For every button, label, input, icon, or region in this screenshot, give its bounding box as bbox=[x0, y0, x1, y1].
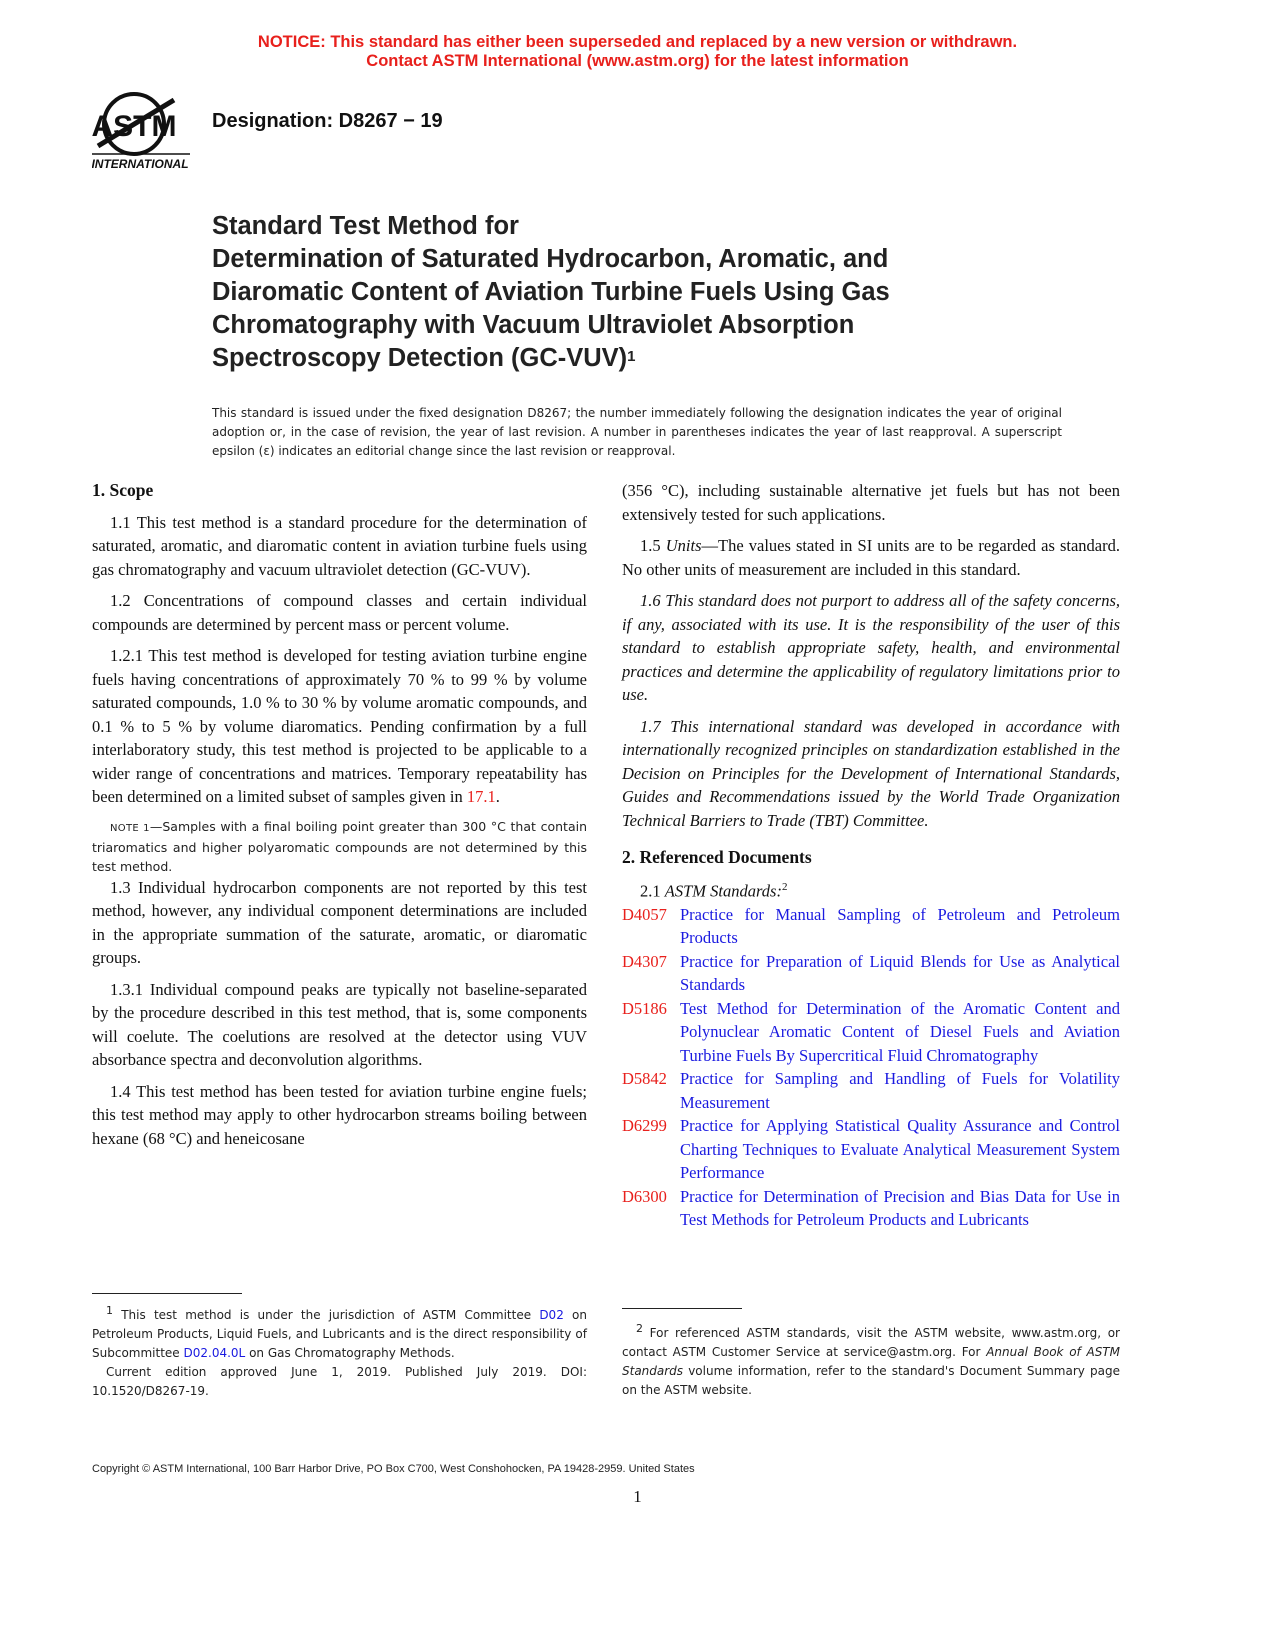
title-line-5: Spectroscopy Detection (GC-VUV) bbox=[212, 344, 628, 372]
logo-subtext: INTERNATIONAL bbox=[92, 157, 189, 171]
footnote-1-edition: Current edition approved June 1, 2019. Published July 2019. DOI: 10.1520/D8267-19. bbox=[92, 1365, 587, 1398]
reference-item[interactable] bbox=[622, 1114, 1120, 1185]
reference-item[interactable] bbox=[622, 997, 1120, 1068]
note-1 bbox=[92, 817, 587, 876]
issuance-statement: This standard is issued under the fixed designation D8267; the number immediately following the designation indicates the year of original adoption or, in the case of revision, the year of last revision. A number in parentheses indicates the year of last reapproval. A superscript epsilon (ε) indicates an editorial change since the last revision or reapproval. bbox=[212, 406, 1062, 458]
para-2-1: 2.1 ASTM Standards:$^2$ bbox=[640, 880, 788, 900]
title-line-3: Diaromatic Content of Aviation Turbine Fuels Using Gas bbox=[212, 278, 890, 306]
section-17-1-link[interactable]: 17.1 bbox=[466, 787, 496, 806]
para-1-4: 1.4 This test method has been tested for aviation turbine engine fuels; this test method may apply to other hydrocarbon streams boiling between hexane (68 °C) and heneicosane bbox=[92, 1081, 587, 1148]
title-line-2: Determination of Saturated Hydrocarbon, Aromatic, and bbox=[212, 245, 889, 273]
reference-code: D5842 bbox=[622, 1069, 667, 1088]
para-1-2: 1.2 Concentrations of compound classes and certain individual compounds are determined by percent mass or percent volume. bbox=[92, 591, 587, 634]
note-label: NOTE 1 bbox=[110, 822, 150, 834]
title-footnote-mark: 1 bbox=[627, 348, 636, 365]
para-1-2-1: 1.2.1 This test method is developed for testing aviation turbine engine fuels having concentrations of approximately 70 % to 99 % by volume saturated compounds, 1.0 % to 30 % by volume aromatic compounds, and 0.1 % to 5 % by volume diaromatics. Pending confirmation by a full interlaboratory study, this test method is projected to be applicable to a wider range of concentrations and matrices. Temporary repeatability has been determined on a limited subset of samples given in 17.1. bbox=[92, 646, 587, 806]
reference-item[interactable] bbox=[622, 1185, 1120, 1232]
footnote-rule-right bbox=[622, 1308, 742, 1309]
para-1-3-1: 1.3.1 Individual compound peaks are typically not baseline-separated by the procedure described in this test method, that is, some components will coelute. The coelutions are resolved at the detector using VUV absorbance spectra and deconvolution algorithms. bbox=[92, 979, 587, 1069]
subcommittee-link[interactable]: D02.04.0L bbox=[183, 1346, 246, 1360]
scope-heading: 1. Scope bbox=[92, 480, 154, 500]
notice-banner bbox=[0, 33, 1275, 71]
reference-code: D6300 bbox=[622, 1186, 667, 1206]
right-column bbox=[622, 479, 1120, 1232]
reference-title: Practice for Preparation of Liquid Blends for Use as Analytical Standards bbox=[680, 951, 1120, 994]
reference-title: Practice for Manual Sampling of Petroleum and Petroleum Products bbox=[680, 904, 1120, 947]
para-1-3: 1.3 Individual hydrocarbon components are not reported by this test method, however, any individual component determinations are included in the appropriate summation of the saturate, aromatic, or diaromatic groups. bbox=[92, 877, 587, 967]
reference-code: D4307 bbox=[622, 951, 667, 971]
reference-item[interactable] bbox=[622, 903, 1120, 950]
document-title bbox=[212, 210, 1112, 375]
left-column bbox=[92, 479, 587, 1158]
para-1-6: 1.6 This standard does not purport to address all of the safety concerns, if any, associated with its use. It is the responsibility of the user of this standard to establish appropriate safety, health, and environmental practices and determine the applicability of regulatory limitations prior to use. bbox=[622, 591, 1120, 704]
reference-title: Practice for Applying Statistical Quality Assurance and Control Charting Techniques to Evaluate Analytical Measurement System Performance bbox=[680, 1116, 1120, 1182]
para-1-7: 1.7 This international standard was developed in accordance with internationally recognized principles on standardization established in the Decision on Principles for the Development of International Standards, Guides and Recommendations issued by the World Trade Organization Technical Barriers to Trade (TBT) Committee. bbox=[622, 716, 1120, 830]
para-1-1: 1.1 This test method is a standard procedure for the determination of saturated, aromatic, and diaromatic content in aviation turbine fuels using gas chromatography and vacuum ultraviolet detection (GC-VUV). bbox=[92, 512, 587, 579]
reference-item[interactable] bbox=[622, 950, 1120, 997]
reference-code: D4057 bbox=[622, 904, 667, 924]
committee-d02-link[interactable]: D02 bbox=[539, 1308, 564, 1322]
reference-title: Test Method for Determination of the Aromatic Content and Polynuclear Aromatic Content of Diesel Fuels and Aviation Turbine Fuels By Supercritical Fluid Chromatography bbox=[680, 998, 1120, 1065]
para-1-4-cont: (356 °C), including sustainable alternative jet fuels but has not been extensively tested for such applications. bbox=[622, 481, 1120, 524]
footnote-1: $^1$ This test method is under the jurisdiction of ASTM Committee D02 on Petroleum Products, Liquid Fuels, and Lubricants and is the direct responsibility of Subcommittee D02.04.0L on Gas Chromatography Methods. Current edition approved June 1, 2019. Published July 2019. DOI: 10.1520/D8267-19. bbox=[92, 1301, 587, 1401]
reference-item[interactable] bbox=[622, 1067, 1120, 1114]
designation: Designation: D8267 − 19 bbox=[212, 110, 443, 132]
copyright: Copyright © ASTM International, 100 Barr Harbor Drive, PO Box C700, West Conshohocken, PA 19428-2959. United States bbox=[92, 1463, 695, 1475]
reference-code: D5186 bbox=[622, 998, 667, 1018]
footnote-rule-left bbox=[92, 1293, 242, 1294]
para-1-5: 1.5 Units—The values stated in SI units are to be regarded as standard. No other units of measurement are included in this standard. bbox=[622, 536, 1121, 579]
note-text: —Samples with a final boiling point greater than 300 °C that contain triaromatics and higher polyaromatic compounds are not determined by this test method. bbox=[92, 818, 588, 874]
reference-title: Practice for Determination of Precision and Bias Data for Use in Test Methods for Petroleum Products and Lubricants bbox=[680, 1186, 1120, 1229]
reference-code: D6299 bbox=[622, 1116, 667, 1135]
notice-line-1: NOTICE: This standard has either been superseded and replaced by a new version or withdrawn. bbox=[257, 33, 1018, 51]
notice-line-2: Contact ASTM International (www.astm.org) for the latest information bbox=[366, 52, 909, 70]
refdocs-heading: 2. Referenced Documents bbox=[622, 847, 812, 867]
logo-mark-text: ASTM bbox=[92, 110, 177, 143]
title-line-1: Standard Test Method for bbox=[212, 212, 519, 240]
page-number: 1 bbox=[633, 1487, 642, 1506]
astm-logo bbox=[92, 86, 192, 176]
footnote-2: $^2$ For referenced ASTM standards, visit the ASTM website, www.astm.org, or contact ASTM Customer Service at service@astm.org. For Annual Book of ASTM Standards volume information, refer to the standard's Document Summary page on the ASTM website. bbox=[622, 1322, 1120, 1397]
reference-title: Practice for Sampling and Handling of Fuels for Volatility Measurement bbox=[680, 1069, 1120, 1112]
title-line-4: Chromatography with Vacuum Ultraviolet Absorption bbox=[212, 311, 855, 339]
